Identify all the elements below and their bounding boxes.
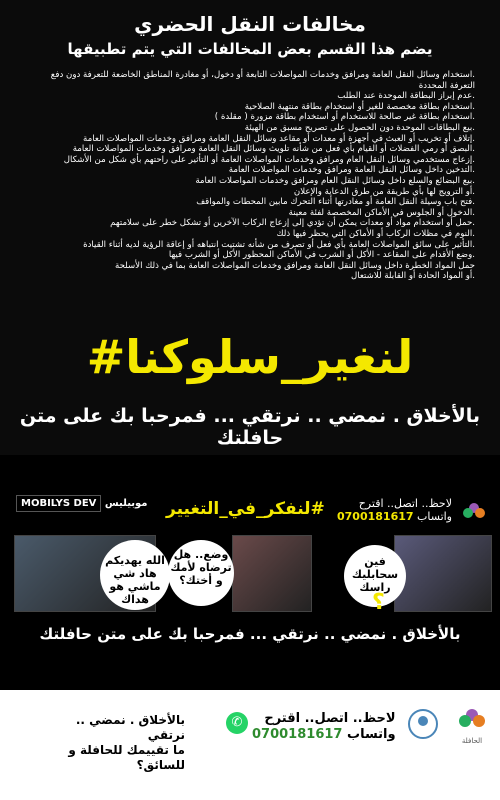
brand-name-en: MOBILYS DEV (16, 495, 101, 512)
contact-tagline: لاحظ.. اتصل.. اقترح (358, 497, 452, 510)
rule-item: .بيع البضائع والسلع داخل وسائل النقل العام ومرافق وخدمات المواصلات العامة (195, 175, 475, 186)
campaign-hashtag: #لنغير_سلوكنا (86, 330, 414, 384)
footer-whatsapp-label: واتساب (347, 727, 396, 742)
rule-item: .استخدام بطاقة مخصصة للغير أو استخدام بطاقة منتهية الصلاحية (244, 101, 475, 112)
rules-list (30, 70, 475, 282)
rule-item: .بيع البطاقات الموحدة دون الحصول على تصريح مسبق من الهيئة (244, 122, 475, 133)
flower-logo-icon (456, 707, 488, 733)
rule-item: .إتلاف أو تخريب أو العبث في أجهزة أو معدات أو مقاعد وسائل النقل العامة ومرافق وخدمات المواصلات العامة (83, 133, 475, 144)
banner-hashtag: #لنفكر_في_التغيير (166, 499, 325, 519)
footer-contact (252, 711, 396, 743)
speech-bubble: الله يهديكم هاد شي ماشي هو هداك (100, 540, 170, 610)
brand-name-ar: موبيليس (104, 498, 148, 509)
rule-item: .التأثير على سائق المواصلات العامة بأي فعل أو تصرف من شأنه تشتيت انتباهه أو إعاقة الرؤية لديه أثناء القيادة (83, 239, 475, 250)
campaign-slogan: بالأخلاق . نمضي .. نرتقي ... فمرحبا بك على متن حافلتك (19, 405, 481, 449)
rule-item: حمل المواد الخطرة داخل وسائل النقل العامة ومرافق وخدمات المواصلات العامة بما في ذلك الأسلحة (114, 260, 475, 271)
rule-item: .البصق أو رمي الفضلات أو القيام بأي فعل من شأنه تلويث وسائل النقل العامة ومرافق وخدمات المواصلات العامة (72, 144, 475, 155)
rule-item: .فتح باب وسيلة النقل العامة أو مغادرتها أثناء التحرك مابين المحطات والمواقف (196, 197, 475, 208)
flower-logo-icon (460, 500, 488, 526)
page-subtitle: يضم هذا القسم بعض المخالفات التي يتم تطبيقها (67, 40, 433, 58)
photo-sleeping (394, 535, 492, 612)
rule-item: .إزعاج مستخدمي وسائل النقل العام ومرافق وخدمات المواصلات العامة أو التأثير على راحتهم بأي شكل من الأشكال (63, 154, 475, 165)
rule-item: .النوم في مظلات الركاب أو الأماكن التي يحظر فيها ذلك (276, 228, 475, 239)
rule-item: .أو الترويج لها بأي طريقة من طرق الدعاية والإعلان (293, 186, 475, 197)
footer-phone-number[interactable]: 0700181617 (252, 727, 343, 742)
footer-contact-tagline: لاحظ.. اتصل.. اقترح (264, 711, 396, 726)
rule-item: .عدم إبراز البطاقة الموحدة عند الطلب (337, 91, 475, 102)
rule-item: .الدخول أو الجلوس في الأماكن المخصصة لفئة معينة (288, 207, 475, 218)
speech-bubble: وضع.. هل ترضاه لأمك و أختك؟ (168, 540, 234, 606)
rule-item: .استخدام بطاقة غير صالحة للاستخدام أو استخدام بطاقة مزورة ( مقلدة ) (214, 112, 475, 123)
speech-bubble: فين سحابليك راسك (344, 545, 406, 607)
rule-item: .وضع الأقدام على المقاعد - الأكل أو الشرب في الأماكن المحظور الأكل أو الشرب فيها (168, 250, 475, 261)
head-silhouette-icon (404, 707, 442, 745)
brand-logo (16, 498, 148, 509)
banner-slogan: بالأخلاق . نمضي .. نرتقي ... فمرحبا بك على متن حافلتك (39, 625, 461, 643)
footer-tagline (45, 713, 185, 773)
footer-question: ما تقييمك للحافلة و للسائق؟ (68, 743, 185, 772)
phone-number[interactable]: 0700181617 (337, 510, 414, 523)
page-title: مخالفات النقل الحضري (134, 12, 366, 36)
photo-harassment (232, 535, 312, 612)
footer-slogan: بالأخلاق . نمضي .. نرتقي (75, 713, 185, 742)
whatsapp-icon[interactable]: ✆ (226, 712, 248, 734)
question-mark: ؟ (372, 590, 385, 615)
footer-logo-text: الحافلة (461, 737, 483, 745)
rule-item: .أو المواد الحادة أو القابلة للاشتعال (351, 271, 475, 282)
footer-logo (456, 707, 488, 743)
rule-item: .استخدام وسائل النقل العامة ومرافق وخدمات المواصلات التابعة أو دخول، أو مغادرة المناطق الخاضعة للتعرفة دون دفع التعرفة المحددة (50, 70, 475, 91)
rule-item: .حمل أو استخدام مواد أو معدات يمكن أن تؤدي إلى إزعاج الركاب الآخرين أو تشكل خطر على سلامتهم (110, 218, 475, 229)
whatsapp-label: واتساب (417, 510, 452, 523)
rule-item: .التدخين داخل وسائل النقل العامة ومرافق وخدمات المواصلات العامة (228, 165, 475, 176)
banner-contact (337, 497, 452, 523)
